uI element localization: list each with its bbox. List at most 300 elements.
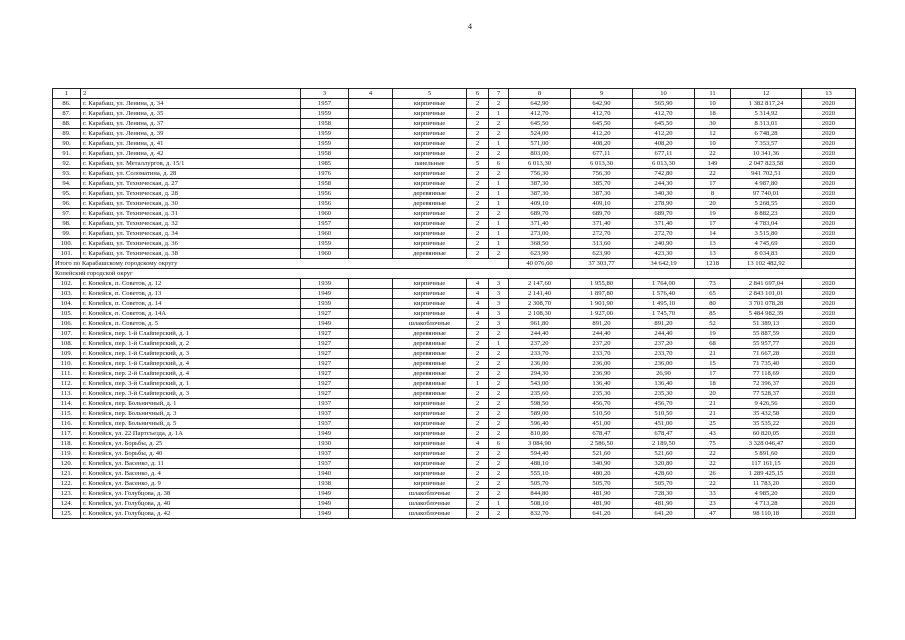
table-cell: 2020 <box>802 119 856 129</box>
table-cell: 313,60 <box>571 239 633 249</box>
table-row <box>53 439 856 449</box>
table-cell: 641,20 <box>571 509 633 519</box>
table-cell: кирпичные <box>393 309 467 319</box>
table-cell: 2 <box>489 99 509 109</box>
table-cell: 2 <box>467 169 489 179</box>
table-cell: 4 985,20 <box>731 489 802 499</box>
table-cell: 25 <box>695 419 731 429</box>
table-cell: 689,70 <box>633 209 695 219</box>
table-cell: 2020 <box>802 169 856 179</box>
table-cell: 4 <box>467 299 489 309</box>
table-cell: 104. <box>53 299 81 309</box>
table-cell: кирпичные <box>393 99 467 109</box>
table-cell: 72 396,37 <box>731 379 802 389</box>
table-row <box>53 219 856 229</box>
table-cell: 645,50 <box>633 119 695 129</box>
table-cell: 598,50 <box>509 399 571 409</box>
table-cell: 408,20 <box>571 139 633 149</box>
table-cell: 2 <box>489 119 509 129</box>
table-cell: 136,40 <box>633 379 695 389</box>
table-cell: 387,30 <box>509 179 571 189</box>
table-cell: 108. <box>53 339 81 349</box>
table-cell: 5 <box>467 159 489 169</box>
table-row <box>53 239 856 249</box>
table-row <box>53 249 856 259</box>
table-cell: 1927 <box>301 339 349 349</box>
table-cell: 2 <box>489 449 509 459</box>
table-cell: 7 353,57 <box>731 139 802 149</box>
table-cell: 4 <box>349 89 393 99</box>
table-cell: 1958 <box>301 119 349 129</box>
section-label: Копейский городской округ <box>53 269 856 279</box>
table-cell: 123. <box>53 489 81 499</box>
table-cell: 2020 <box>802 319 856 329</box>
table-cell: 47 <box>695 509 731 519</box>
table-cell: 233,70 <box>571 349 633 359</box>
table-cell: 728,30 <box>633 489 695 499</box>
table-cell: 3 <box>301 89 349 99</box>
table-cell: 2 <box>467 129 489 139</box>
total-value: 34 642,19 <box>633 259 695 269</box>
table-row <box>53 459 856 469</box>
table-cell: 17 <box>695 219 731 229</box>
table-cell: 6 748,28 <box>731 129 802 139</box>
table-cell: г. Копейск, ул. Васенко, д. 11 <box>81 459 301 469</box>
table-cell: 4 <box>467 279 489 289</box>
table-cell: 2 <box>489 129 509 139</box>
table-row <box>53 309 856 319</box>
table-cell: 2 <box>467 139 489 149</box>
table-cell: 1 <box>489 109 509 119</box>
table-cell: 481,90 <box>571 489 633 499</box>
table-cell: 85 <box>695 309 731 319</box>
table-cell: 113. <box>53 389 81 399</box>
table-cell: г. Копейск, пер. 2-й Слайперский, д. 4 <box>81 369 301 379</box>
table-cell: 26,90 <box>633 369 695 379</box>
table-cell: 412,70 <box>509 109 571 119</box>
table-cell: 272,70 <box>633 229 695 239</box>
table-cell: 19 <box>695 209 731 219</box>
table-cell: 742,80 <box>633 169 695 179</box>
table-row <box>53 449 856 459</box>
table-cell: 103. <box>53 289 81 299</box>
table-cell: 832,70 <box>509 509 571 519</box>
table-cell: 2020 <box>802 429 856 439</box>
table-cell: 2 <box>489 389 509 399</box>
table-cell: 236,90 <box>571 369 633 379</box>
table-row <box>53 319 856 329</box>
table-cell: 97. <box>53 209 81 219</box>
table-cell: 2 <box>467 149 489 159</box>
table-cell <box>349 509 393 519</box>
table-cell: кирпичные <box>393 299 467 309</box>
table-cell: 1 <box>489 189 509 199</box>
table-cell: 2020 <box>802 379 856 389</box>
table-cell: 2 <box>489 419 509 429</box>
table-cell: 2 <box>467 99 489 109</box>
table-cell: 505,70 <box>509 479 571 489</box>
table-cell: кирпичные <box>393 289 467 299</box>
table-cell: 2 <box>467 449 489 459</box>
table-cell: 1958 <box>301 149 349 159</box>
table-cell: 2 <box>489 369 509 379</box>
table-cell: 22 <box>695 169 731 179</box>
table-cell: 117. <box>53 429 81 439</box>
table-cell <box>349 119 393 129</box>
table-cell: 320,80 <box>633 459 695 469</box>
table-cell: 110. <box>53 359 81 369</box>
table-cell: 77 118,69 <box>731 369 802 379</box>
table-cell: 1939 <box>301 299 349 309</box>
table-cell: кирпичные <box>393 129 467 139</box>
table-cell: г. Карабаш, ул. Ленина, д. 34 <box>81 99 301 109</box>
table-cell: 236,00 <box>571 359 633 369</box>
table-cell: 2 <box>489 149 509 159</box>
table-cell: кирпичные <box>393 169 467 179</box>
table-cell: 5 484 982,39 <box>731 309 802 319</box>
table-cell: 20 <box>695 389 731 399</box>
table-cell: 22 <box>695 449 731 459</box>
table-cell <box>349 399 393 409</box>
table-cell: 1958 <box>301 179 349 189</box>
table-cell: 456,70 <box>571 399 633 409</box>
table-cell: 10 <box>695 99 731 109</box>
table-cell: г. Карабаш, ул. Ленина, д. 41 <box>81 139 301 149</box>
table-cell: г. Карабаш, ул. Ленина, д. 39 <box>81 129 301 139</box>
table-cell: 340,90 <box>571 459 633 469</box>
table-row <box>53 299 856 309</box>
table-cell: 87. <box>53 109 81 119</box>
table-cell: 244,40 <box>509 329 571 339</box>
total-value: 40 076,60 <box>509 259 571 269</box>
table-cell: 109. <box>53 349 81 359</box>
table-cell: 3 <box>489 279 509 289</box>
table-cell: г. Карабаш, ул. Техническая, д. 34 <box>81 229 301 239</box>
table-row <box>53 169 856 179</box>
table-row <box>53 469 856 479</box>
table-cell: шлакоблочные <box>393 499 467 509</box>
table-cell: 2020 <box>802 509 856 519</box>
table-cell: 91. <box>53 149 81 159</box>
table-cell <box>349 339 393 349</box>
table-cell: 2 <box>467 419 489 429</box>
table-cell: 2 <box>467 509 489 519</box>
table-cell: кирпичные <box>393 219 467 229</box>
table-cell: 6 013,30 <box>509 159 571 169</box>
table-cell: 368,50 <box>509 239 571 249</box>
table-cell: 2020 <box>802 219 856 229</box>
table-cell: 90. <box>53 139 81 149</box>
table-cell: 2 <box>467 209 489 219</box>
table-cell: 2020 <box>802 249 856 259</box>
table-cell: 689,70 <box>571 209 633 219</box>
table-cell: 1 901,90 <box>571 299 633 309</box>
table-cell: 488,10 <box>509 459 571 469</box>
table-cell <box>349 449 393 459</box>
table-cell: 371,40 <box>633 219 695 229</box>
table-cell: 1 495,10 <box>633 299 695 309</box>
table-cell: 2 <box>81 89 301 99</box>
table-row <box>53 99 856 109</box>
table-cell: 1927 <box>301 369 349 379</box>
table-cell: кирпичные <box>393 119 467 129</box>
table-cell: 1 897,80 <box>571 289 633 299</box>
table-cell: 2020 <box>802 149 856 159</box>
table-cell: 2 <box>489 409 509 419</box>
table-cell: 596,40 <box>509 419 571 429</box>
table-row <box>53 159 856 169</box>
table-cell: 641,20 <box>633 509 695 519</box>
table-cell: 521,60 <box>571 449 633 459</box>
table-row <box>53 139 856 149</box>
table-cell: 2 586,50 <box>571 439 633 449</box>
table-cell: 1927 <box>301 359 349 369</box>
table-cell: 1 955,80 <box>571 279 633 289</box>
table-cell: кирпичные <box>393 399 467 409</box>
table-cell: 677,11 <box>633 149 695 159</box>
table-cell: г. Копейск, пер. 3-й Слайперский, д. 1 <box>81 379 301 389</box>
table-row <box>53 199 856 209</box>
table-cell: 15 <box>695 359 731 369</box>
table-cell: 689,70 <box>509 209 571 219</box>
table-cell: 642,90 <box>509 99 571 109</box>
table-row <box>53 429 856 439</box>
table-cell: 508,10 <box>509 499 571 509</box>
table-cell: деревянные <box>393 379 467 389</box>
table-cell: 623,90 <box>509 249 571 259</box>
table-row <box>53 279 856 289</box>
table-row <box>53 419 856 429</box>
table-cell: 371,40 <box>571 219 633 229</box>
table-cell: 2020 <box>802 129 856 139</box>
table-cell: 2 <box>467 189 489 199</box>
table-cell: 92. <box>53 159 81 169</box>
table-cell: 2020 <box>802 479 856 489</box>
table-cell: деревянные <box>393 359 467 369</box>
table-cell: 5 891,60 <box>731 449 802 459</box>
table-cell: 77 528,37 <box>731 389 802 399</box>
table-cell: 803,00 <box>509 149 571 159</box>
table-cell <box>349 209 393 219</box>
table-row <box>53 339 856 349</box>
table-cell: 1949 <box>301 319 349 329</box>
table-cell: г. Копейск, п. Советов, д. 12 <box>81 279 301 289</box>
table-cell: 1 <box>489 499 509 509</box>
table-cell: 233,70 <box>509 349 571 359</box>
table-cell: 677,11 <box>571 149 633 159</box>
table-cell: 5 <box>393 89 467 99</box>
table-cell: г. Копейск, пер. 1-й Слайперский, д. 4 <box>81 359 301 369</box>
table-cell: 412,20 <box>571 129 633 139</box>
table-cell: 510,50 <box>571 409 633 419</box>
table-cell <box>349 469 393 479</box>
table-cell: 810,80 <box>509 429 571 439</box>
table-cell: 451,00 <box>633 419 695 429</box>
table-cell: 2020 <box>802 499 856 509</box>
table-cell: г. Карабаш, ул. Ленина, д. 35 <box>81 109 301 119</box>
table-cell: 55 957,77 <box>731 339 802 349</box>
table-cell: деревянные <box>393 369 467 379</box>
table-cell: 645,50 <box>509 119 571 129</box>
table-cell: 5 268,55 <box>731 199 802 209</box>
table-cell: 2 <box>467 479 489 489</box>
table-cell <box>349 219 393 229</box>
table-cell: 4 <box>467 289 489 299</box>
table-cell: 8 034,83 <box>731 249 802 259</box>
table-cell: г. Карабаш, ул. Соломатина, д. 28 <box>81 169 301 179</box>
table-row <box>53 409 856 419</box>
table-cell: 1937 <box>301 399 349 409</box>
table-cell: деревянные <box>393 339 467 349</box>
table-cell: 2 <box>489 209 509 219</box>
table-cell: 73 <box>695 279 731 289</box>
table-cell: 510,50 <box>633 409 695 419</box>
table-cell: 236,00 <box>509 359 571 369</box>
table-cell: 10 <box>633 89 695 99</box>
table-cell: 409,10 <box>509 199 571 209</box>
table-cell <box>349 309 393 319</box>
table-cell: панельные <box>393 159 467 169</box>
table-cell: 8 313,01 <box>731 119 802 129</box>
table-cell: 1976 <box>301 169 349 179</box>
table-cell: 26 <box>695 469 731 479</box>
table-cell: 2 <box>467 459 489 469</box>
table-cell <box>349 409 393 419</box>
table-cell: 3 <box>489 299 509 309</box>
table-cell: 2020 <box>802 329 856 339</box>
table-cell: 112. <box>53 379 81 389</box>
table-cell: 5 314,92 <box>731 109 802 119</box>
table-cell: 2020 <box>802 299 856 309</box>
table-cell: 244,30 <box>633 179 695 189</box>
table-row <box>53 149 856 159</box>
table-cell: 94. <box>53 179 81 189</box>
table-cell: 11 <box>695 89 731 99</box>
table-cell: г. Карабаш, ул. Техническая, д. 27 <box>81 179 301 189</box>
page-number: 4 <box>468 22 472 31</box>
table-cell: деревянные <box>393 249 467 259</box>
table-cell: 645,50 <box>571 119 633 129</box>
table-cell: 136,40 <box>571 379 633 389</box>
table-row <box>53 289 856 299</box>
table-row <box>53 329 856 339</box>
table-cell: 2 <box>467 489 489 499</box>
table-cell: г. Копейск, пер. 1-й Слайперский, д. 2 <box>81 339 301 349</box>
table-cell: 14 <box>695 229 731 239</box>
table-cell: 2 308,70 <box>509 299 571 309</box>
table-cell: 35 432,58 <box>731 409 802 419</box>
table-cell: 481,90 <box>571 499 633 509</box>
table-cell: 6 <box>467 89 489 99</box>
table-cell: 1 764,00 <box>633 279 695 289</box>
table-cell: 33 <box>695 489 731 499</box>
table-cell: 642,90 <box>571 99 633 109</box>
table-cell: деревянные <box>393 199 467 209</box>
table-cell: 9 426,56 <box>731 399 802 409</box>
table-row <box>53 109 856 119</box>
table-cell: 1937 <box>301 459 349 469</box>
housing-register-table <box>52 88 856 519</box>
total-value: 1218 <box>695 259 731 269</box>
table-cell: 2020 <box>802 419 856 429</box>
table-cell: 60 820,05 <box>731 429 802 439</box>
table-cell: 4 <box>467 439 489 449</box>
table-cell: 428,60 <box>633 469 695 479</box>
table-cell: кирпичные <box>393 479 467 489</box>
table-cell: 1 <box>489 179 509 189</box>
table-cell: 272,70 <box>571 229 633 239</box>
table-cell: 2 <box>467 409 489 419</box>
table-cell: 1940 <box>301 469 349 479</box>
table-cell: 10 <box>695 139 731 149</box>
table-cell: 2 <box>489 359 509 369</box>
table-cell <box>349 229 393 239</box>
table-cell: 65 <box>695 289 731 299</box>
table-cell: 2020 <box>802 99 856 109</box>
table-cell: 594,40 <box>509 449 571 459</box>
table-row <box>53 189 856 199</box>
table-cell: 2 <box>489 459 509 469</box>
table-cell: 2020 <box>802 369 856 379</box>
table-cell: 2020 <box>802 309 856 319</box>
header-row <box>53 89 856 99</box>
table-cell: 240,90 <box>633 239 695 249</box>
table-cell: 2020 <box>802 469 856 479</box>
table-cell: 387,30 <box>571 189 633 199</box>
table-cell: г. Копейск, ул. Голубцова, д. 42 <box>81 509 301 519</box>
table-cell: 2020 <box>802 449 856 459</box>
table-cell <box>349 429 393 439</box>
table-cell <box>349 379 393 389</box>
table-cell: 30 <box>695 119 731 129</box>
table-cell: 12 <box>731 89 802 99</box>
table-cell: 1985 <box>301 159 349 169</box>
table-cell: шлакоблочные <box>393 489 467 499</box>
table-cell: 524,00 <box>509 129 571 139</box>
table-cell <box>349 489 393 499</box>
table-cell: 244,40 <box>633 329 695 339</box>
table-cell: 52 <box>695 319 731 329</box>
table-cell: 521,60 <box>633 449 695 459</box>
table-cell: 340,30 <box>633 189 695 199</box>
table-cell <box>349 99 393 109</box>
table-cell: 7 <box>489 89 509 99</box>
table-cell: 2 <box>467 219 489 229</box>
table-cell <box>349 419 393 429</box>
table-cell: 1927 <box>301 389 349 399</box>
table-cell: г. Карабаш, ул. Техническая, д. 32 <box>81 219 301 229</box>
table-cell: 4 783,04 <box>731 219 802 229</box>
table-cell: 19 <box>695 329 731 339</box>
table-cell: 1 576,40 <box>633 289 695 299</box>
table-cell: 371,40 <box>509 219 571 229</box>
table-cell: 2020 <box>802 349 856 359</box>
table-cell: г. Копейск, пер. 1-й Слайперский, д. 1 <box>81 329 301 339</box>
table-cell: 412,70 <box>633 109 695 119</box>
table-cell: 18 <box>695 379 731 389</box>
table-cell: 505,70 <box>571 479 633 489</box>
table-cell: 6 013,30 <box>633 159 695 169</box>
table-row <box>53 119 856 129</box>
table-cell: 2 <box>467 229 489 239</box>
table-cell: 1937 <box>301 419 349 429</box>
table-cell: 2 <box>467 369 489 379</box>
table-cell: 102. <box>53 279 81 289</box>
table-cell: 2 <box>489 379 509 389</box>
table-cell: кирпичные <box>393 139 467 149</box>
table-cell: 21 <box>695 409 731 419</box>
table-cell: кирпичные <box>393 449 467 459</box>
